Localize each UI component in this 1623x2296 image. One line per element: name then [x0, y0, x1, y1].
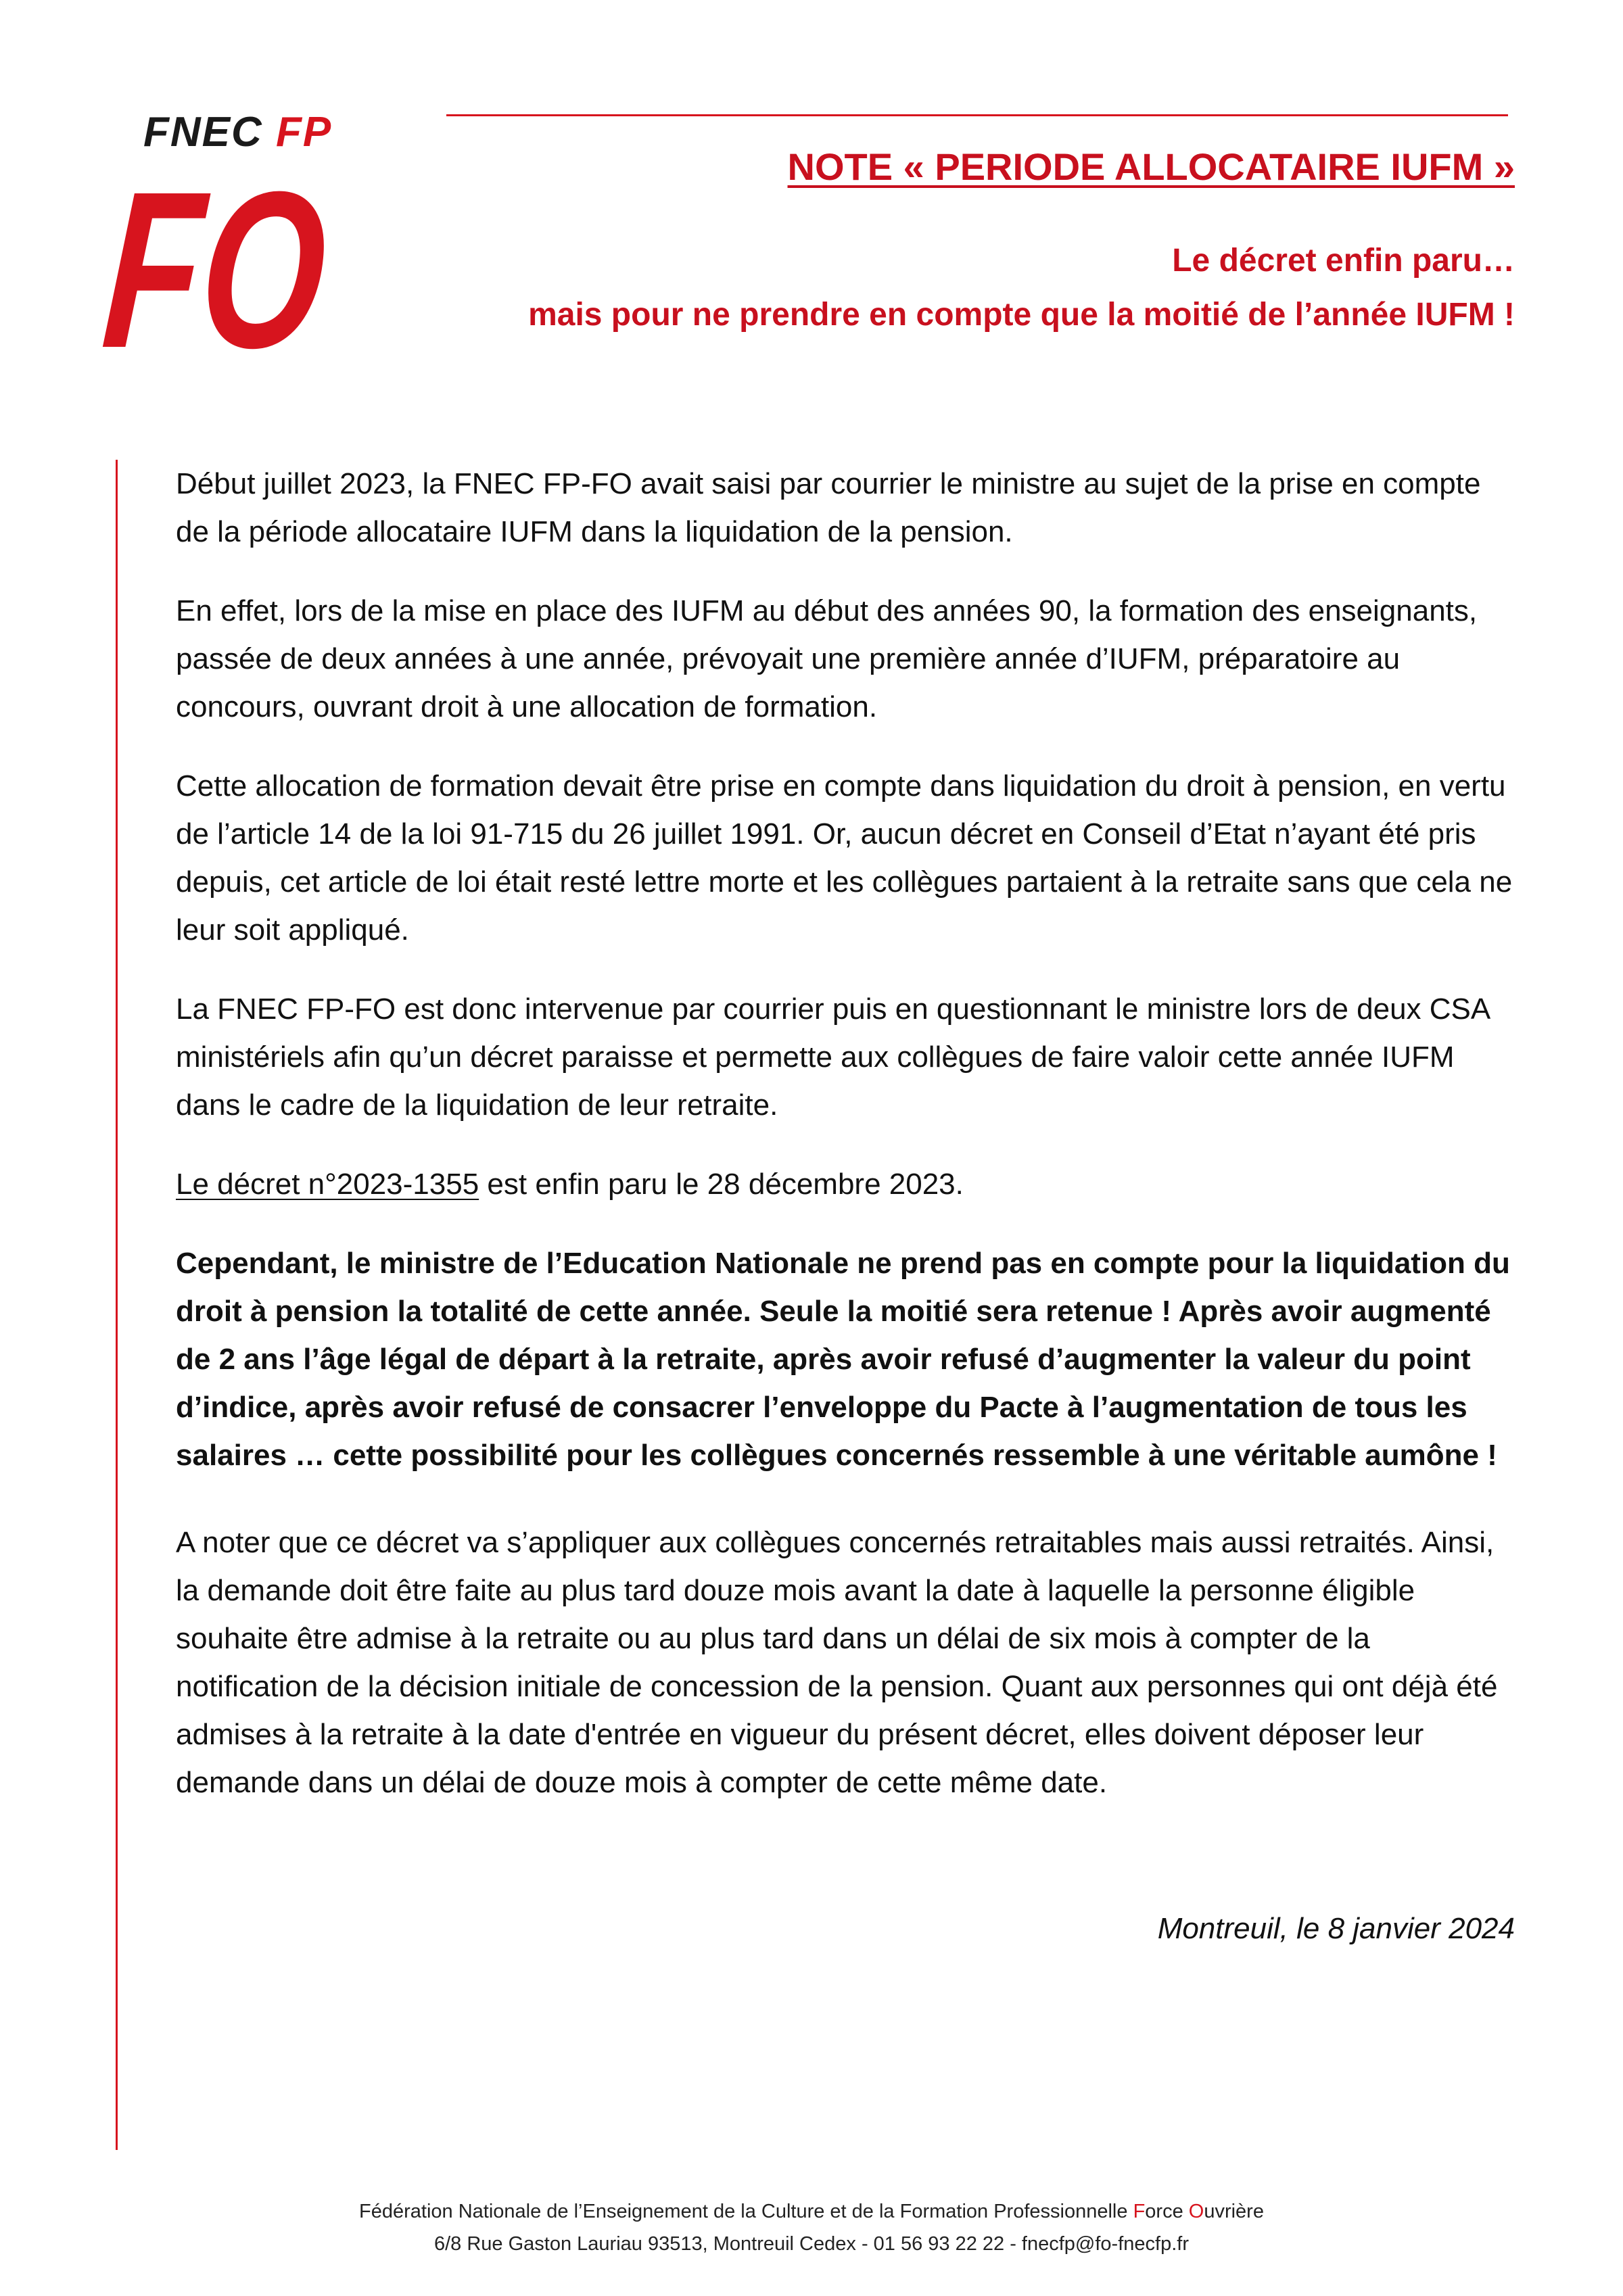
signoff-date: Montreuil, le 8 janvier 2024 — [1157, 1912, 1515, 1945]
decree-link[interactable]: Le décret n°2023-1355 — [176, 1168, 479, 1201]
paragraph-decree — [176, 1160, 1518, 1208]
footer-org-c: uvrière — [1204, 2201, 1264, 2222]
header-rule — [446, 114, 1508, 116]
logo-fnec: FNEC — [143, 109, 263, 156]
footer-line-1 — [0, 2201, 1623, 2223]
logo-fp: FP — [276, 109, 333, 156]
paragraph-intro: Début juillet 2023, la FNEC FP-FO avait saisi par courrier le ministre au sujet de la prise en compte de la période allocataire IUFM dans la liquidation de la pension. — [176, 467, 1481, 548]
footer-org-f: F — [1133, 2201, 1146, 2222]
subtitle-line-1: Le décret enfin paru… — [1172, 243, 1515, 279]
footer-org-a: Fédération Nationale de l’Enseignement de la Culture et de la Formation Professionnelle — [359, 2201, 1133, 2222]
logo-fo-mark — [96, 145, 424, 395]
document-body — [176, 460, 1518, 1838]
decree-text: est enfin paru le 28 décembre 2023. — [479, 1168, 964, 1201]
footer-org-o: O — [1188, 2201, 1204, 2222]
margin-rule — [116, 460, 118, 2150]
logo-fo: FO — [96, 145, 424, 395]
paragraph-law: Cette allocation de formation devait être prise en compte dans liquidation du droit à pension, en vertu de l’article 14 de la loi 91-715 du 26 juillet 1991. Or, aucun décret en Conseil d’Etat n’ayant été pris depuis, cet article de loi était resté lettre morte et les collègues partaient à la retraite sans que cela ne leur soit appliqué. — [176, 769, 1513, 947]
paragraph-intervention: La FNEC FP-FO est donc intervenue par courrier puis en questionnant le ministre lors de deux CSA ministériels afin qu’un décret paraisse et permette aux collègues de faire valoir cette année IUFM dans le cadre de la liquidation de leur retraite. — [176, 992, 1489, 1122]
paragraph-application: A noter que ce décret va s’appliquer aux collègues concernés retraitables mais aussi retraités. Ainsi, la demande doit être faite au plus tard douze mois avant la date à laquelle la personne éligible souhaite être admise à la retraite ou au plus tard dans un délai de six mois à compter de la notification de la décision initiale de concession de la pension. Quant aux personnes qui ont déjà été admises à la retraite à la date d'entrée en vigueur du présent décret, elles doivent déposer leur demande dans un délai de douze mois à compter de cette même date. — [176, 1526, 1498, 1799]
paragraph-context: En effet, lors de la mise en place des IUFM au début des années 90, la formation des enseignants, passée de deux années à une année, prévoyait une première année d’IUFM, préparatoire au concours, ouvrant droit à une allocation de formation. — [176, 594, 1478, 723]
page-title: NOTE « PERIODE ALLOCATAIRE IUFM » — [787, 145, 1515, 188]
paragraph-critique: Cependant, le ministre de l’Education Nationale ne prend pas en compte pour la liquidation du droit à pension la totalité de cette année. Seule la moitié sera retenue ! Après avoir augmenté de 2 ans l’âge légal de départ à la retraite, après avoir refusé d’augmenter la valeur du point d’indice, après avoir refusé de consacrer l’enveloppe du Pacte à l’augmentation de tous les salaires … cette possibilité pour les collègues concernés ressemble à une véritable aumône ! — [176, 1247, 1510, 1472]
footer-org-b: orce — [1145, 2201, 1189, 2222]
fnec-fp-fo-logo — [96, 109, 424, 395]
subtitle-line-2: mais pour ne prendre en compte que la moitié de l’année IUFM ! — [528, 297, 1515, 333]
footer-line-2: 6/8 Rue Gaston Lauriau 93513, Montreuil Cedex - 01 56 93 22 22 - fnecfp@fo-fnecfp.fr — [433, 2233, 1189, 2255]
